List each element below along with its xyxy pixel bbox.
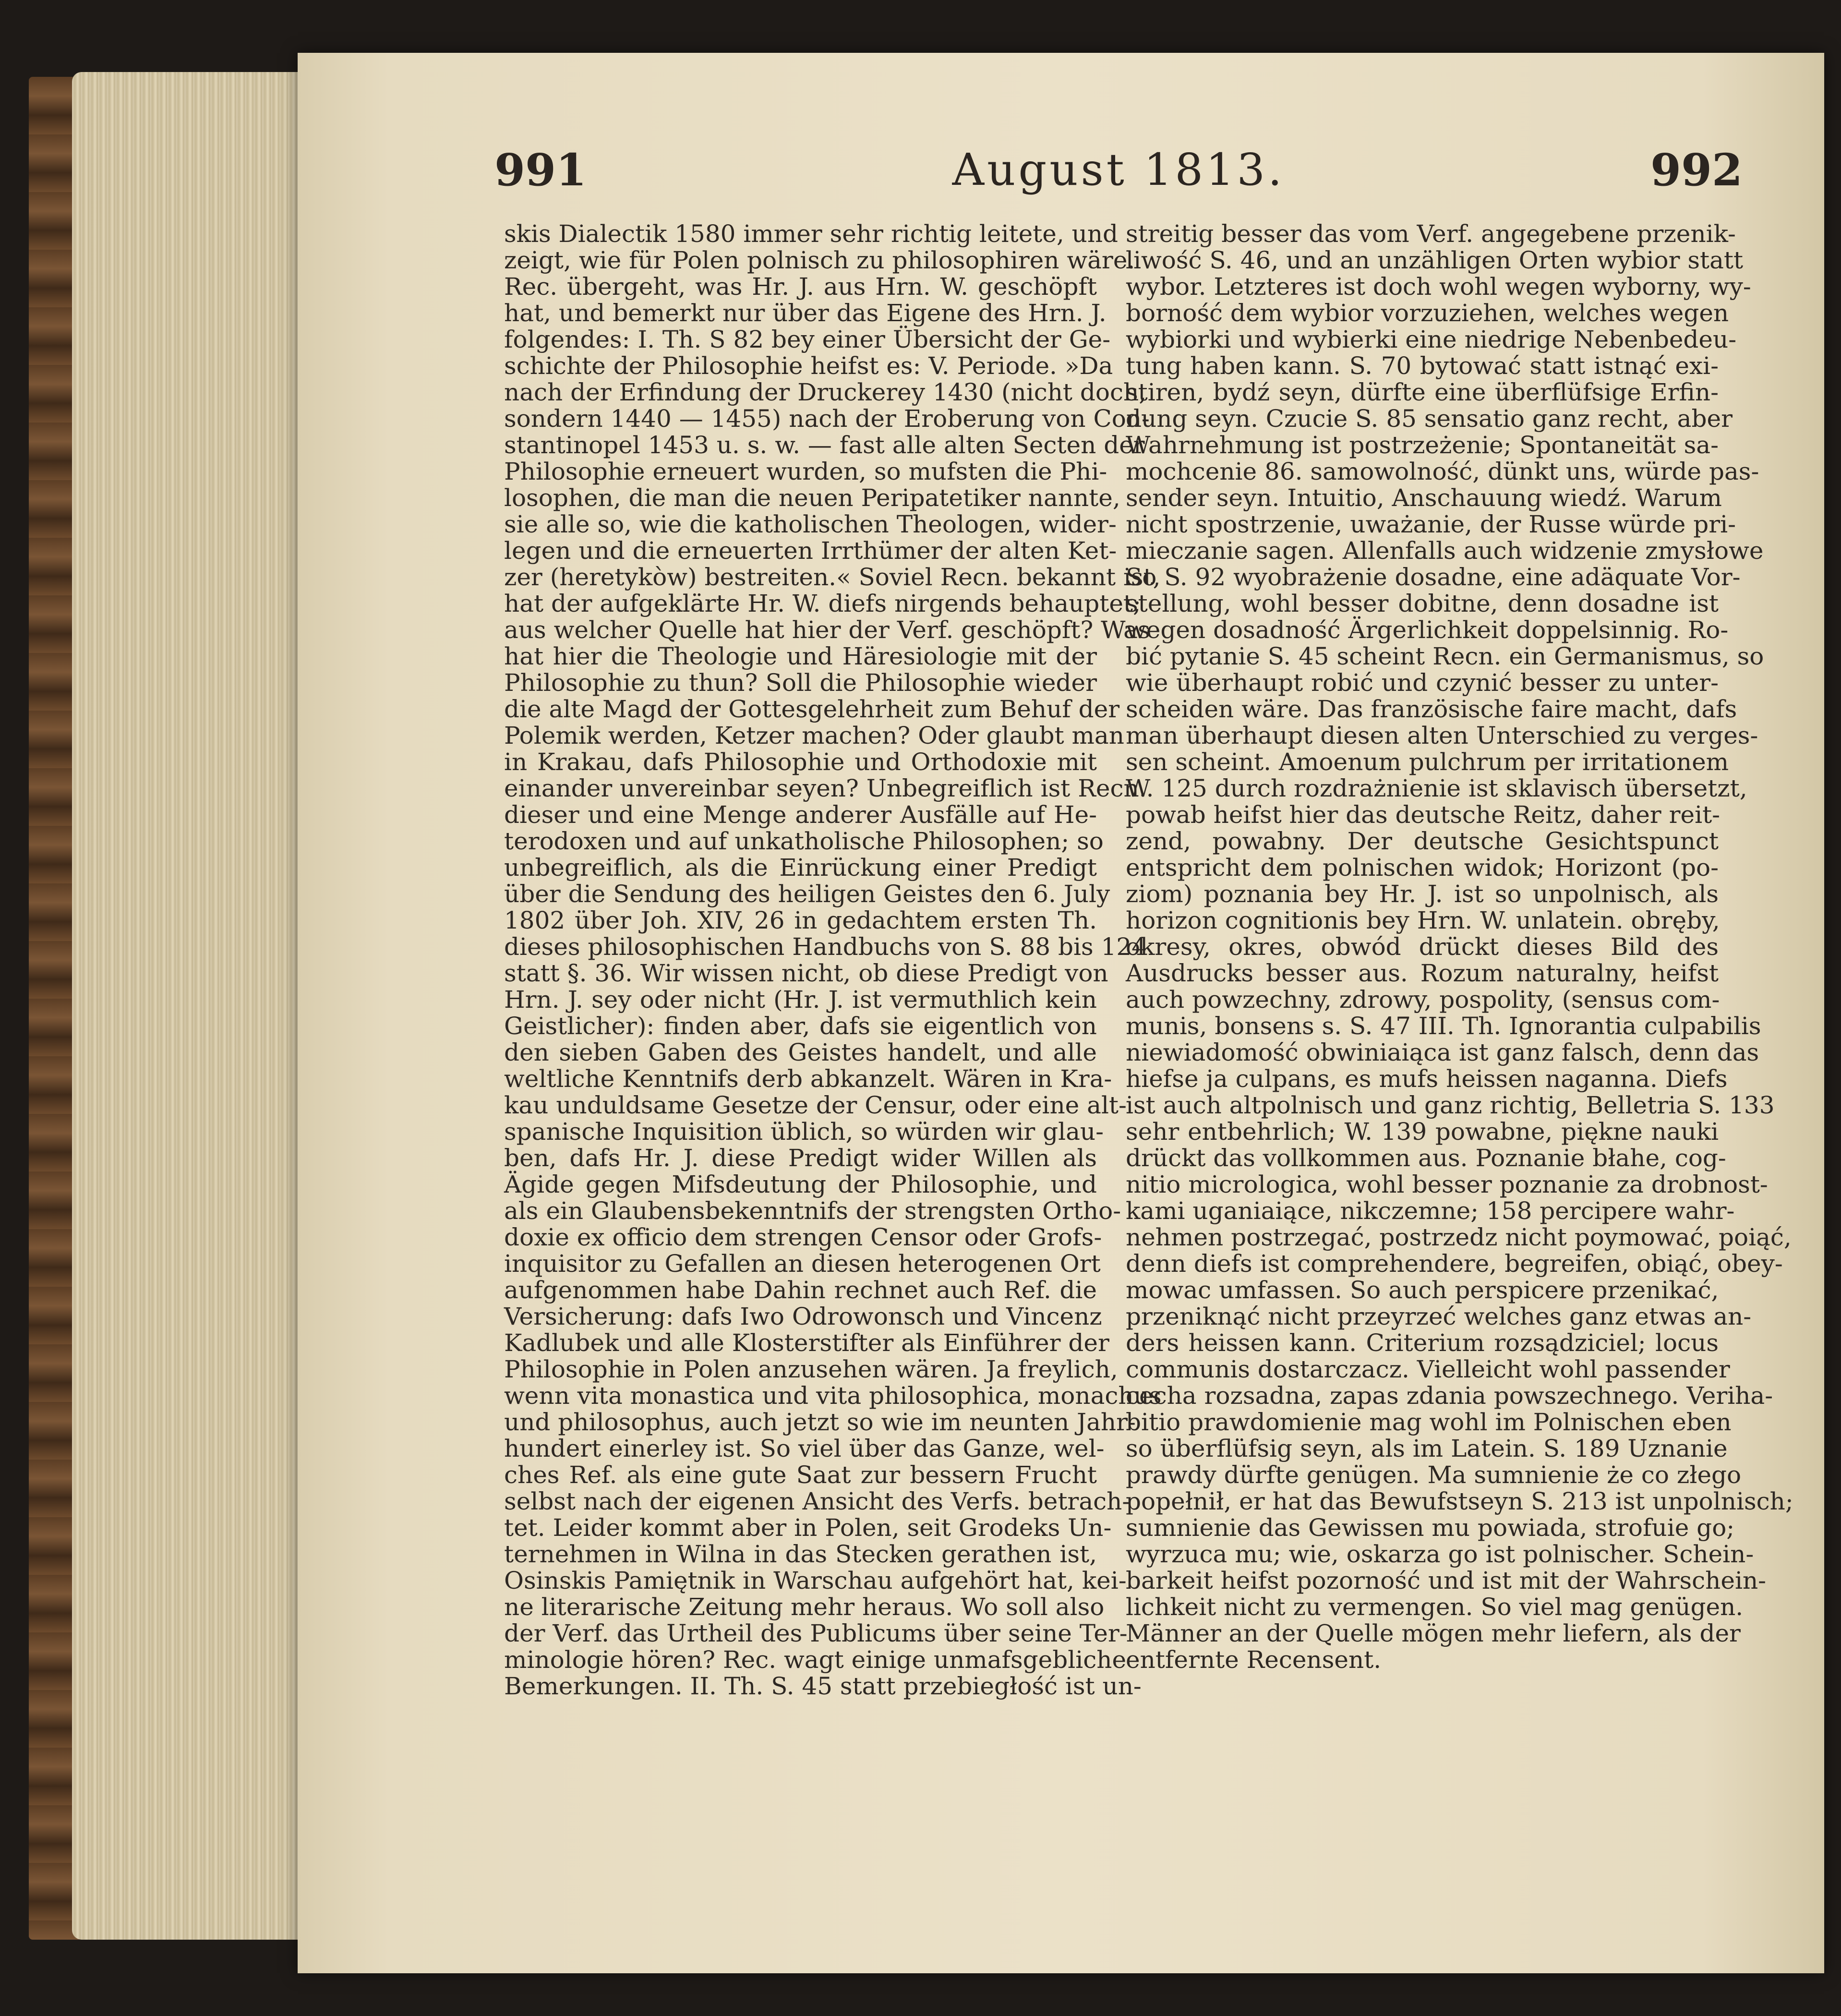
text-line: stellung, wohl besser dobitne, denn dosadne ist <box>1126 590 1719 617</box>
text-line: horizon cognitionis bey Hrn. W. unlatein. obręby, <box>1126 906 1720 934</box>
text-line: entspricht dem polnischen widok; Horizont (po- <box>1126 854 1719 881</box>
text-line: ders heissen kann. Criterium rozsądziciel; locus <box>1126 1329 1719 1357</box>
text-line: aus welcher Quelle hat hier der Verf. geschöpft? Was <box>504 616 1150 644</box>
text-line: die alte Magd der Gottesgelehrheit zum Behuf der <box>504 695 1120 723</box>
text-line: wie überhaupt robić und czynić besser zu unter- <box>1126 669 1719 697</box>
text-line: losophen, die man die neuen Peripatetiker nannte, <box>504 484 1120 512</box>
text-line: inquisitor zu Gefallen an diesen heterogenen Ort <box>504 1250 1101 1278</box>
text-line: sehr entbehrlich; W. 139 powabne, piękne nauki <box>1126 1118 1719 1146</box>
text-line: statt §. 36. Wir wissen nicht, ob diese Predigt von <box>504 959 1108 987</box>
text-line: folgendes: I. Th. S 82 bey einer Übersicht der Ge- <box>504 326 1111 353</box>
text-line: hundert einerley ist. So viel über das Ganze, wel- <box>504 1435 1105 1462</box>
text-line: Philosophie in Polen anzusehen wären. Ja freylich, <box>504 1355 1118 1383</box>
text-line: Hrn. J. sey oder nicht (Hr. J. ist vermuthlich kein <box>504 986 1097 1014</box>
column-divider <box>1112 221 1113 1757</box>
text-line: dieser und eine Menge anderer Ausfälle auf He- <box>504 801 1097 829</box>
text-line: dung seyn. Czucie S. 85 sensatio ganz recht, aber <box>1126 405 1733 433</box>
text-line: stantinopel 1453 u. s. w. — fast alle alten Secten der <box>504 431 1145 459</box>
text-line: liwość S. 46, und an unzähligen Orten wybior statt <box>1126 246 1744 274</box>
text-line: wybiorki und wybierki eine niedrige Nebenbedeu- <box>1126 326 1737 353</box>
text-line: wyrzuca mu; wie, oskarza go ist polnischer. Schein- <box>1126 1540 1754 1568</box>
text-line: terodoxen und auf unkatholische Philosophen; so <box>504 827 1104 855</box>
text-line: okresy, okres, obwód drückt dieses Bild des <box>1126 933 1719 961</box>
text-line: nehmen postrzegać, postrzedz nicht poymować, poiąć, <box>1126 1223 1792 1251</box>
text-line: so überflüfsig seyn, als im Latein. S. 189 Uznanie <box>1126 1435 1728 1462</box>
text-line: und philosophus, auch jetzt so wie im neunten Jahr- <box>504 1408 1136 1436</box>
text-line: Geistlicher): finden aber, dafs sie eigentlich von <box>504 1012 1097 1040</box>
text-line: Rec. übergeht, was Hr. J. aus Hrn. W. geschöpft <box>504 273 1097 301</box>
text-line: ne literarische Zeitung mehr heraus. Wo soll also <box>504 1593 1105 1621</box>
text-line: legen und die erneuerten Irrthümer der alten Ket- <box>504 537 1117 565</box>
text-line: hat der aufgeklärte Hr. W. diefs nirgends behauptet; <box>504 590 1141 617</box>
left-text-column <box>504 220 1162 1757</box>
text-line: bić pytanie S. 45 scheint Recn. ein Germanismus, so <box>1126 642 1764 670</box>
text-line: weltliche Kenntnifs derb abkanzelt. Wären in Kra- <box>504 1065 1112 1093</box>
text-line: dieses philosophischen Handbuchs von S. 88 bis 124 <box>504 933 1147 961</box>
text-line: communis dostarczacz. Vielleicht wohl passender <box>1126 1355 1730 1383</box>
text-line: kami uganiaiące, nikczemne; 158 percipere wahr- <box>1126 1197 1735 1225</box>
text-line: scheiden wäre. Das französische faire macht, dafs <box>1126 695 1737 723</box>
text-line: sondern 1440 — 1455) nach der Eroberung von Con- <box>504 405 1150 433</box>
text-line: hat, und bemerkt nur über das Eigene des Hrn. J. <box>504 299 1107 327</box>
text-line: nach der Erfindung der Druckerey 1430 (nicht doch, <box>504 378 1147 406</box>
text-line: nitio micrologica, wohl besser poznanie za drobnost- <box>1126 1171 1768 1198</box>
text-line: W. 125 durch rozdrażnienie ist sklavisch übersetzt, <box>1126 774 1747 802</box>
text-line: ben, dafs Hr. J. diese Predigt wider Willen als <box>504 1144 1097 1172</box>
text-line: powab heifst hier das deutsche Reitz, daher reit- <box>1126 801 1721 829</box>
text-line: Ausdrucks besser aus. Rozum naturalny, heifst <box>1126 959 1719 987</box>
text-line: Bemerkungen. II. Th. S. 45 statt przebiegłość ist un- <box>504 1672 1142 1700</box>
text-line: Philosophie zu thun? Soll die Philosophie wieder <box>504 669 1097 697</box>
text-line: in Krakau, dafs Philosophie und Orthodoxie mit <box>504 748 1097 776</box>
text-line: tet. Leider kommt aber in Polen, seit Grodeks Un- <box>504 1514 1112 1542</box>
text-line: auch powzechny, zdrowy, pospolity, (sensus com- <box>1126 986 1720 1014</box>
page-stack-edge <box>72 72 322 1940</box>
text-line: lichkeit nicht zu vermengen. So viel mag genügen. <box>1126 1593 1744 1621</box>
text-line: wegen dosadność Ärgerlichkeit doppelsinnig. Ro- <box>1126 616 1729 644</box>
text-line: zend, powabny. Der deutsche Gesichtspunct <box>1126 827 1719 855</box>
text-line: Kadlubek und alle Klosterstifter als Einführer der <box>504 1329 1109 1357</box>
page-number-left: 991 <box>494 144 587 196</box>
text-line: unbegreiflich, als die Einrückung einer Predigt <box>504 854 1097 881</box>
text-line: schichte der Philosophie heifst es: V. Periode. »Da <box>504 352 1113 380</box>
text-line: minologie hören? Rec. wagt einige unmafsgebliche <box>504 1646 1127 1674</box>
text-line: einander unvereinbar seyen? Unbegreiflich ist Recn. <box>504 774 1147 802</box>
text-line: Polemik werden, Ketzer machen? Oder glaubt man <box>504 722 1124 749</box>
text-line: Wahrnehmung ist postrzeżenie; Spontaneität sa- <box>1126 431 1719 459</box>
text-line: aufgenommen habe Dahin rechnet auch Ref. die <box>504 1276 1097 1304</box>
text-line: Versicherung: dafs Iwo Odrowonsch und Vincenz <box>504 1303 1102 1330</box>
text-line: nicht spostrzenie, uważanie, der Russe würde pri- <box>1126 510 1736 538</box>
text-line: man überhaupt diesen alten Unterschied zu verges- <box>1126 722 1758 749</box>
text-line: tung haben kann. S. 70 bytować statt istnąć exi- <box>1126 352 1719 380</box>
text-line: mieczanie sagen. Allenfalls auch widzenie zmysłowe <box>1126 537 1764 565</box>
text-line: Ägide gegen Mifsdeutung der Philosophie, und <box>504 1171 1097 1198</box>
text-line: ches Ref. als eine gute Saat zur bessern Frucht <box>504 1461 1097 1489</box>
text-line: prawdy dürfte genügen. Ma sumnienie że co złego <box>1126 1461 1742 1489</box>
text-line: niewiadomość obwiniaiąca ist ganz falsch, denn das <box>1126 1038 1759 1066</box>
text-line: popełnił, er hat das Bewufstseyn S. 213 ist unpolnisch; <box>1126 1487 1793 1515</box>
text-line: mochcenie 86. samowolność, dünkt uns, würde pas- <box>1126 458 1759 485</box>
text-line: über die Sendung des heiligen Geistes den 6. July <box>504 880 1110 908</box>
text-line: zer (heretykòw) bestreiten.« Soviel Recn. bekannt ist, <box>504 563 1161 591</box>
text-line: sen scheint. Amoenum pulchrum per irritationem <box>1126 748 1729 776</box>
text-line: sie alle so, wie die katholischen Theologen, wider- <box>504 510 1117 538</box>
text-line: kau unduldsame Gesetze der Censur, oder eine alt- <box>504 1091 1127 1119</box>
text-line: So S. 92 wyobrażenie dosadne, eine adäquate Vor- <box>1126 563 1741 591</box>
running-title: August 1813. <box>952 144 1285 195</box>
text-line: 1802 über Joh. XIV, 26 in gedachtem ersten Th. <box>504 906 1097 934</box>
text-line: als ein Glaubensbekenntnifs der strengsten Ortho- <box>504 1197 1121 1225</box>
text-line: skis Dialectik 1580 immer sehr richtig leitete, und <box>504 220 1119 248</box>
text-line: sumnienie das Gewissen mu powiada, strofuie go; <box>1126 1514 1735 1542</box>
text-line: barkeit heifst pozorność und ist mit der Wahrschein- <box>1126 1567 1767 1594</box>
text-line: doxie ex officio dem strengen Censor oder Grofs- <box>504 1223 1102 1251</box>
text-line: den sieben Gaben des Geistes handelt, und alle <box>504 1038 1097 1066</box>
right-text-column <box>1126 220 1793 1757</box>
text-line: entfernte Recensent. <box>1126 1646 1382 1674</box>
text-line: ternehmen in Wilna in das Stecken gerathen ist, <box>504 1540 1097 1568</box>
text-line: borność dem wybior vorzuziehen, welches wegen <box>1126 299 1729 327</box>
page-number-right: 992 <box>1650 144 1743 196</box>
text-line: wenn vita monastica und vita philosophica, monachus <box>504 1382 1162 1410</box>
text-line: drückt das vollkommen aus. Poznanie błahe, cog- <box>1126 1144 1726 1172</box>
text-line: mowac umfassen. So auch perspicere przenikać, <box>1126 1276 1719 1304</box>
text-line: Osinskis Pamiętnik in Warschau aufgehört hat, kei- <box>504 1567 1127 1594</box>
text-line: spanische Inquisition üblich, so würden wir glau- <box>504 1118 1104 1146</box>
text-line: wybor. Letzteres ist doch wohl wegen wyborny, wy- <box>1126 273 1751 301</box>
text-line: sender seyn. Intuitio, Anschauung wiedź. Warum <box>1126 484 1722 512</box>
page-header <box>494 144 1743 202</box>
text-line: selbst nach der eigenen Ansicht des Verfs. betrach- <box>504 1487 1131 1515</box>
text-line: zeigt, wie für Polen polnisch zu philosophiren wäre. <box>504 246 1135 274</box>
text-line: munis, bonsens s. S. 47 III. Th. Ignorantia culpabilis <box>1126 1012 1761 1040</box>
text-line: der Verf. das Urtheil des Publicums über seine Ter- <box>504 1619 1128 1647</box>
text-line: bitio prawdomienie mag wohl im Polnischen eben <box>1126 1408 1732 1436</box>
text-line: hat hier die Theologie und Häresiologie mit der <box>504 642 1097 670</box>
text-line: przeniknąć nicht przeyrzeć welches ganz etwas an- <box>1126 1303 1752 1330</box>
text-line: ist auch altpolnisch und ganz richtig, Belletria S. 133 <box>1126 1091 1775 1119</box>
text-line: Philosophie erneuert wurden, so mufsten die Phi- <box>504 458 1107 485</box>
text-line: ziom) poznania bey Hr. J. ist so unpolnisch, als <box>1126 880 1719 908</box>
text-line: stiren, bydź seyn, dürfte eine überflüfsige Erfin- <box>1126 378 1719 406</box>
text-line: streitig besser das vom Verf. angegebene przenik- <box>1126 220 1736 248</box>
text-line: denn diefs ist comprehendere, begreifen, obiąć, obey- <box>1126 1250 1783 1278</box>
text-line: hiefse ja culpans, es mufs heissen naganna. Diefs <box>1126 1065 1728 1093</box>
text-line: Männer an der Quelle mögen mehr liefern, als der <box>1126 1619 1741 1647</box>
text-line: cecha rozsadna, zapas zdania powszechnego. Veriha- <box>1126 1382 1773 1410</box>
